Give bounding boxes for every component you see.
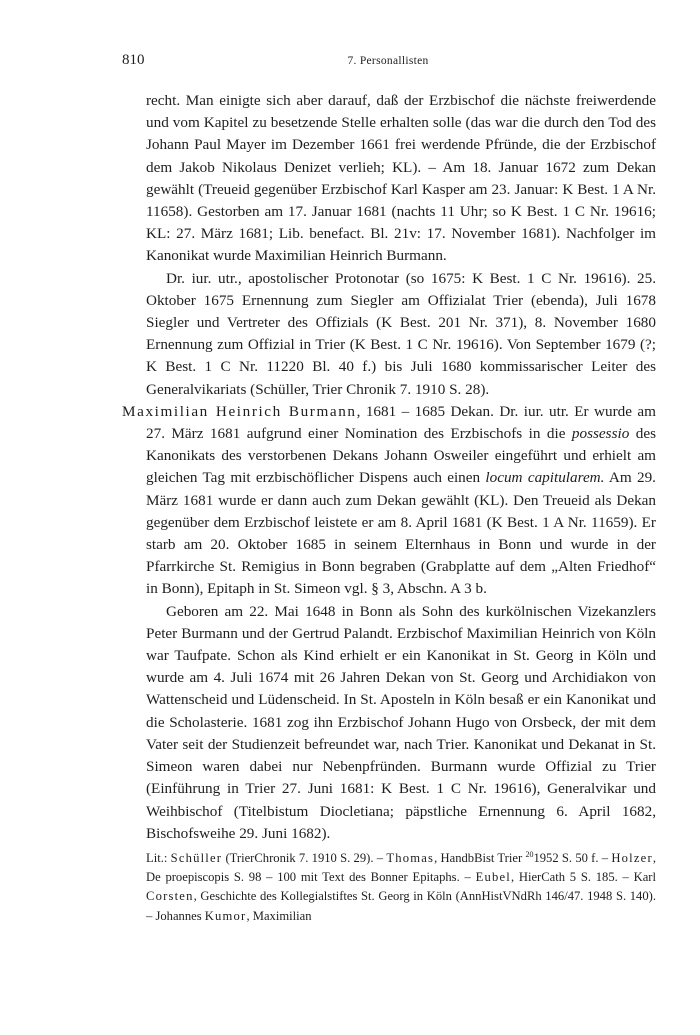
ref-text: (TrierChronik 7. 1910 S. 29). – xyxy=(222,850,387,865)
ref-text: , HierCath 5 S. 185. – Karl xyxy=(510,870,656,885)
ref-author: Corsten xyxy=(146,889,194,904)
ref-text: , De proepiscopis S. 98 – 100 mit Text des Bonner Epitaphs. – xyxy=(146,850,656,885)
running-title: 7. Personallisten xyxy=(347,55,429,67)
ref-text: 1952 S. 50 f. – xyxy=(533,850,612,865)
entry-text: Am 29. März 1681 wurde er dann auch zum Dekan gewählt (KL). Den Treueid als Dekan gegenüber dem Erzbischof leistete er am 8. April 1681 (K Best. 1 A Nr. 11659). Er starb am 20. Oktober 1685 in seinem Elternhaus in Bonn und wurde in der Pfarrkirche St. Remigius in Bonn begraben (Grabplatte auf dem „Alten Friedhof“ in Bonn), Epitaph in St. Simeon vgl. § 3, Abschn. A 3 b. xyxy=(146,469,656,598)
ref-author: Eubel xyxy=(475,870,511,885)
paragraph-offices: Dr. iur. utr., apostolischer Protonotar (so 1675: K Best. 1 C Nr. 19616). 25. Oktober 1675 Ernennung zum Siegler am Offizialat Trier (ebenda), Juli 1678 Siegler und Vertreter des Offizials (K Best. 201 Nr. 371), 8. November 1680 Ernennung zum Offizial in Trier (K Best. 1 C Nr. 19616). Von September 1679 (?; K Best. 1 C Nr. 11220 Bl. 40 f.) bis Juli 1680 kommissarischer Leiter des Generalvikariats (Schüller, Trier Chronik 7. 1910 S. 28). xyxy=(146,269,656,398)
ref-author: Thomas xyxy=(386,850,435,865)
entry-text: , 1681 – 1685 Dekan. Dr. iur. utr. Er wurde am 27. März 1681 aufgrund einer Nomination des Erzbischofs in die xyxy=(146,402,656,443)
page-header xyxy=(122,52,654,72)
ref-author: Kumor xyxy=(204,908,247,923)
entry-name: Maximilian Heinrich Burmann xyxy=(122,402,357,420)
page-body xyxy=(122,90,656,926)
ref-text: , Maximilian xyxy=(246,908,312,923)
entry-burmann xyxy=(122,401,656,601)
ref-text: , HandbBist Trier xyxy=(434,850,526,865)
entry-italic: possessio xyxy=(571,425,630,443)
entry-text: des Kanonikats des verstorbenen Dekans Johann Osweiler eingeführt und erhielt am gleichen Tag mit erzbischöflicher Dispens auch einen xyxy=(146,425,656,487)
ref-author: Schüller xyxy=(170,850,223,865)
page-number: 810 xyxy=(122,52,145,68)
literature-references xyxy=(122,849,656,926)
ref-text: , Geschichte des Kollegialstiftes St. Georg in Köln (AnnHistVNdRh 146/47. 1948 S. 140). – Johannes xyxy=(146,889,656,923)
ref-superscript: 20 xyxy=(525,849,534,859)
entry-italic: locum capitularem. xyxy=(485,469,605,487)
paragraph-biography: Geboren am 22. Mai 1648 in Bonn als Sohn des kurkölnischen Vizekanzlers Peter Burmann und der Gertrud Palandt. Erzbischof Maximilian Heinrich von Köln war Taufpate. Schon als Kind erhielt er ein Kanonikat in St. Georg in Köln und wurde am 4. Juli 1674 mit 26 Jahren Dekan von St. Georg und Archidiakon von Wattenscheid und Lüdenscheid. In St. Aposteln in Köln besaß er ein Kanonikat und die Scholasterie. 1681 zog ihn Erzbischof Johann Hugo von Orsbeck, der mit dem Vater seit der Studienzeit befreundet war, nach Trier. Kanonikat und Dekanat in St. Simeon waren dabei nur Nebenpfründen. Burmann wurde Offizial zu Trier (Einführung in Trier 27. Juni 1681: K Best. 1 C Nr. 19616), Generalvikar und Weihbischof (Titelbistum Diocletiana; päpstliche Ernennung 6. April 1682, Bischofsweihe 29. Juni 1682). xyxy=(146,602,656,842)
lit-label: Lit.: xyxy=(146,850,171,865)
ref-author: Holzer xyxy=(611,850,653,865)
paragraph-denizet-continuation: recht. Man einigte sich aber darauf, daß der Erzbischof die nächste freiwerdende und vom Kapitel zu besetzende Stelle erhalten solle (das war die durch den Tod des Johann Paul Mayer im Dezember 1661 frei werdende Pfründe, die der Erzbischof dem Jakob Nikolaus Denizet verlieh; KL). – Am 18. Januar 1672 zum Dekan gewählt (Treueid gegenüber Erzbischof Karl Kasper am 23. Januar: K Best. 1 A Nr. 11658). Gestorben am 17. Januar 1681 (nachts 11 Uhr; so K Best. 1 C Nr. 19616; KL: 27. März 1681; Lib. benefact. Bl. 21v: 17. November 1681). Nachfolger im Kanonikat wurde Maximilian Heinrich Burmann. xyxy=(146,92,656,265)
